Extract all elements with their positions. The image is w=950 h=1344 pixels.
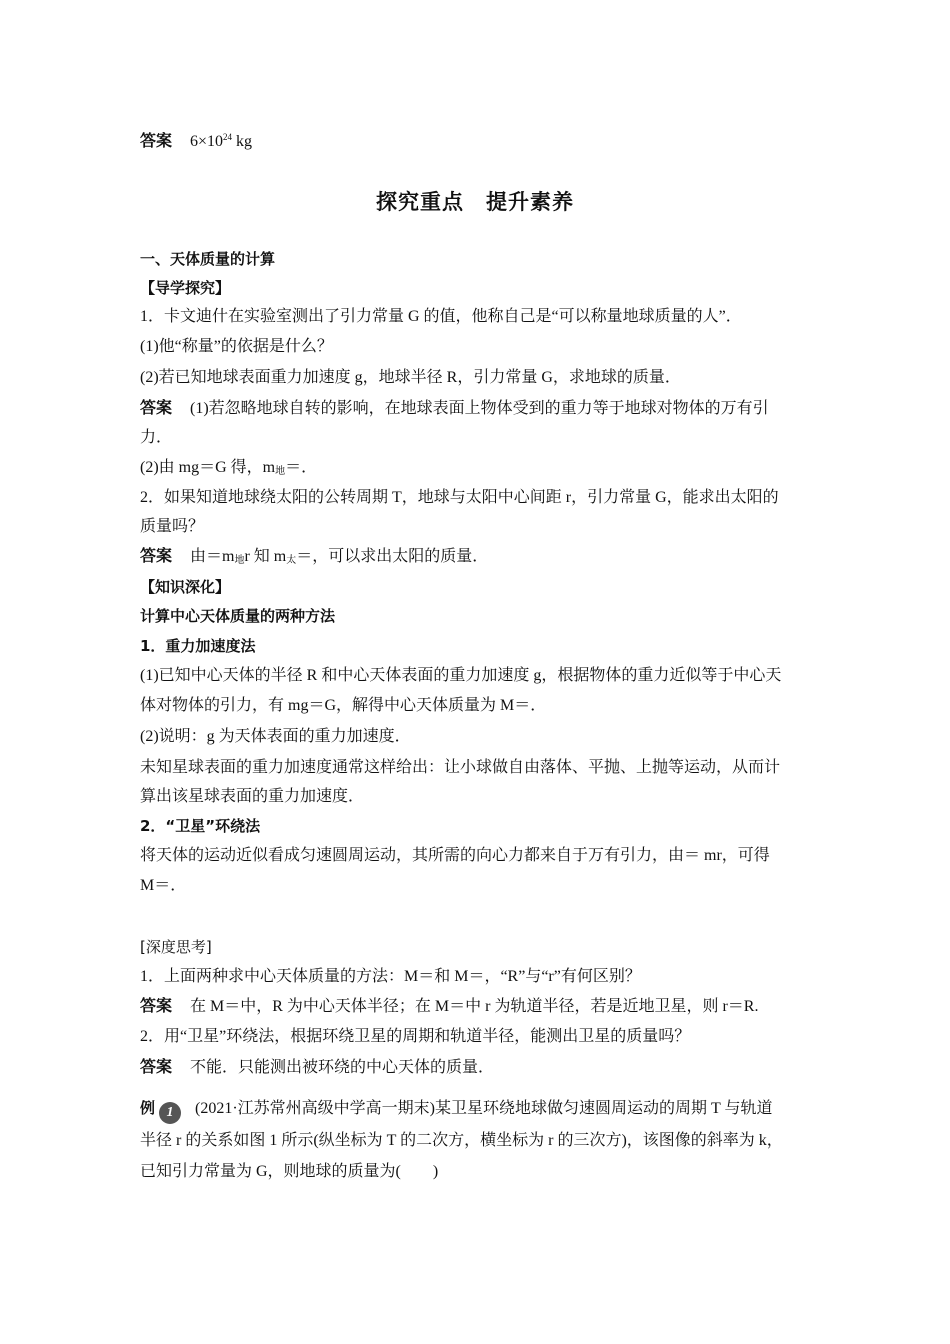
method-1-note: (2)说明：g 为天体表面的重力加速度． (140, 728, 411, 745)
deep-answer-1 (140, 997, 812, 1017)
question-1-1: (1)他“称量”的依据是什么？ (140, 338, 333, 355)
top-answer (140, 127, 812, 152)
knowledge-heading: 计算中心天体质量的两种方法 (140, 607, 336, 625)
answer-label: 答案 (140, 400, 173, 417)
method-1-line1: (1)已知中心天体的半径 R 和中心天体表面的重力加速度 g，根据物体的重力近似等于中心天 (140, 667, 782, 684)
method-1-line2: 体对物体的引力，有 mg＝G，解得中心天体质量为 M＝． (140, 697, 547, 714)
example-text-1: (2021·江苏常州高级中学高一期末)某卫星环绕地球做匀速圆周运动的周期 T 与轨道 (195, 1100, 773, 1117)
answer-1-line2: 力． (140, 429, 173, 446)
example-label: 例 (140, 1099, 156, 1117)
answer-1-text: (1)若忽略地球自转的影响，在地球表面上物体受到的重力等于地球对物体的万有引 (190, 400, 769, 417)
answer-2-sub2: 太 (286, 555, 297, 566)
knowledge-tag: 【知识深化】 (140, 578, 231, 596)
answer-2-sub1: 地 (234, 555, 245, 566)
answer-1-2-sub: 地 (275, 466, 286, 477)
method-2-line2: M＝． (140, 877, 187, 894)
method-1-title: 1．重力加速度法 (140, 637, 256, 655)
answer-1-2 (140, 458, 812, 482)
answer-unit: kg (232, 133, 253, 150)
question-2-line1: 2．如果知道地球绕太阳的公转周期 T，地球与太阳中心间距 r，引力常量 G，能求出太阳的 (140, 489, 779, 506)
answer-1-line1 (140, 399, 812, 419)
question-2-line2: 质量吗？ (140, 518, 205, 535)
answer-2-pre: 由＝m (190, 548, 235, 565)
answer-exponent: 24 (223, 132, 233, 142)
answer-2 (140, 547, 812, 571)
answer-label: 答案 (140, 133, 173, 150)
deep-question-2: 2．用“卫星”环绕法，根据环绕卫星的周期和轨道半径，能测出卫星的质量吗？ (140, 1028, 691, 1045)
deep-tag: [深度思考] (140, 938, 212, 956)
section-title: 探究重点 提升素养 (376, 190, 574, 214)
deep-question-1: 1．上面两种求中心天体质量的方法：M＝和 M＝，“R”与“r”有何区别？ (140, 968, 641, 985)
answer-1-2-post: ＝． (285, 459, 318, 476)
example-line1 (140, 1098, 812, 1124)
example-number-badge: 1 (159, 1102, 181, 1124)
method-1-extra2: 算出该星球表面的重力加速度． (140, 788, 365, 805)
answer-1-2-pre: (2)由 mg＝G 得，m (140, 459, 276, 476)
answer-label: 答案 (140, 548, 173, 565)
answer-2-mid: r 知 m (244, 548, 287, 565)
answer-label: 答案 (140, 1059, 173, 1076)
deep-answer-2 (140, 1058, 812, 1078)
method-2-title: 2．“卫星”环绕法 (140, 817, 261, 835)
deep-answer-2-text: 不能．只能测出被环绕的中心天体的质量． (190, 1059, 495, 1076)
answer-label: 答案 (140, 998, 173, 1015)
question-1: 1．卡文迪什在实验室测出了引力常量 G 的值，他称自己是“可以称量地球质量的人”． (140, 308, 742, 325)
method-2-line1: 将天体的运动近似看成匀速圆周运动，其所需的向心力都来自于万有引力，由＝ mr，可得 (140, 847, 770, 864)
guide-tag: 【导学探究】 (140, 279, 231, 297)
answer-2-post: ＝，可以求出太阳的质量． (296, 548, 489, 565)
question-1-2: (2)若已知地球表面重力加速度 g，地球半径 R，引力常量 G，求地球的质量． (140, 369, 681, 386)
method-1-extra1: 未知星球表面的重力加速度通常这样给出：让小球做自由落体、平抛、上抛等运动，从而计 (140, 759, 781, 776)
deep-answer-1-text: 在 M＝中，R 为中心天体半径；在 M＝中 r 为轨道半径，若是近地卫星，则 r＝R. (190, 998, 759, 1015)
part1-heading: 一、天体质量的计算 (140, 250, 276, 268)
answer-value: 6×10 (190, 133, 224, 150)
example-line3: 已知引力常量为 G，则地球的质量为( ) (140, 1163, 439, 1180)
example-line2: 半径 r 的关系如图 1 所示(纵坐标为 T 的二次方，横坐标为 r 的三次方)，该图像的斜率为 k， (140, 1132, 783, 1149)
